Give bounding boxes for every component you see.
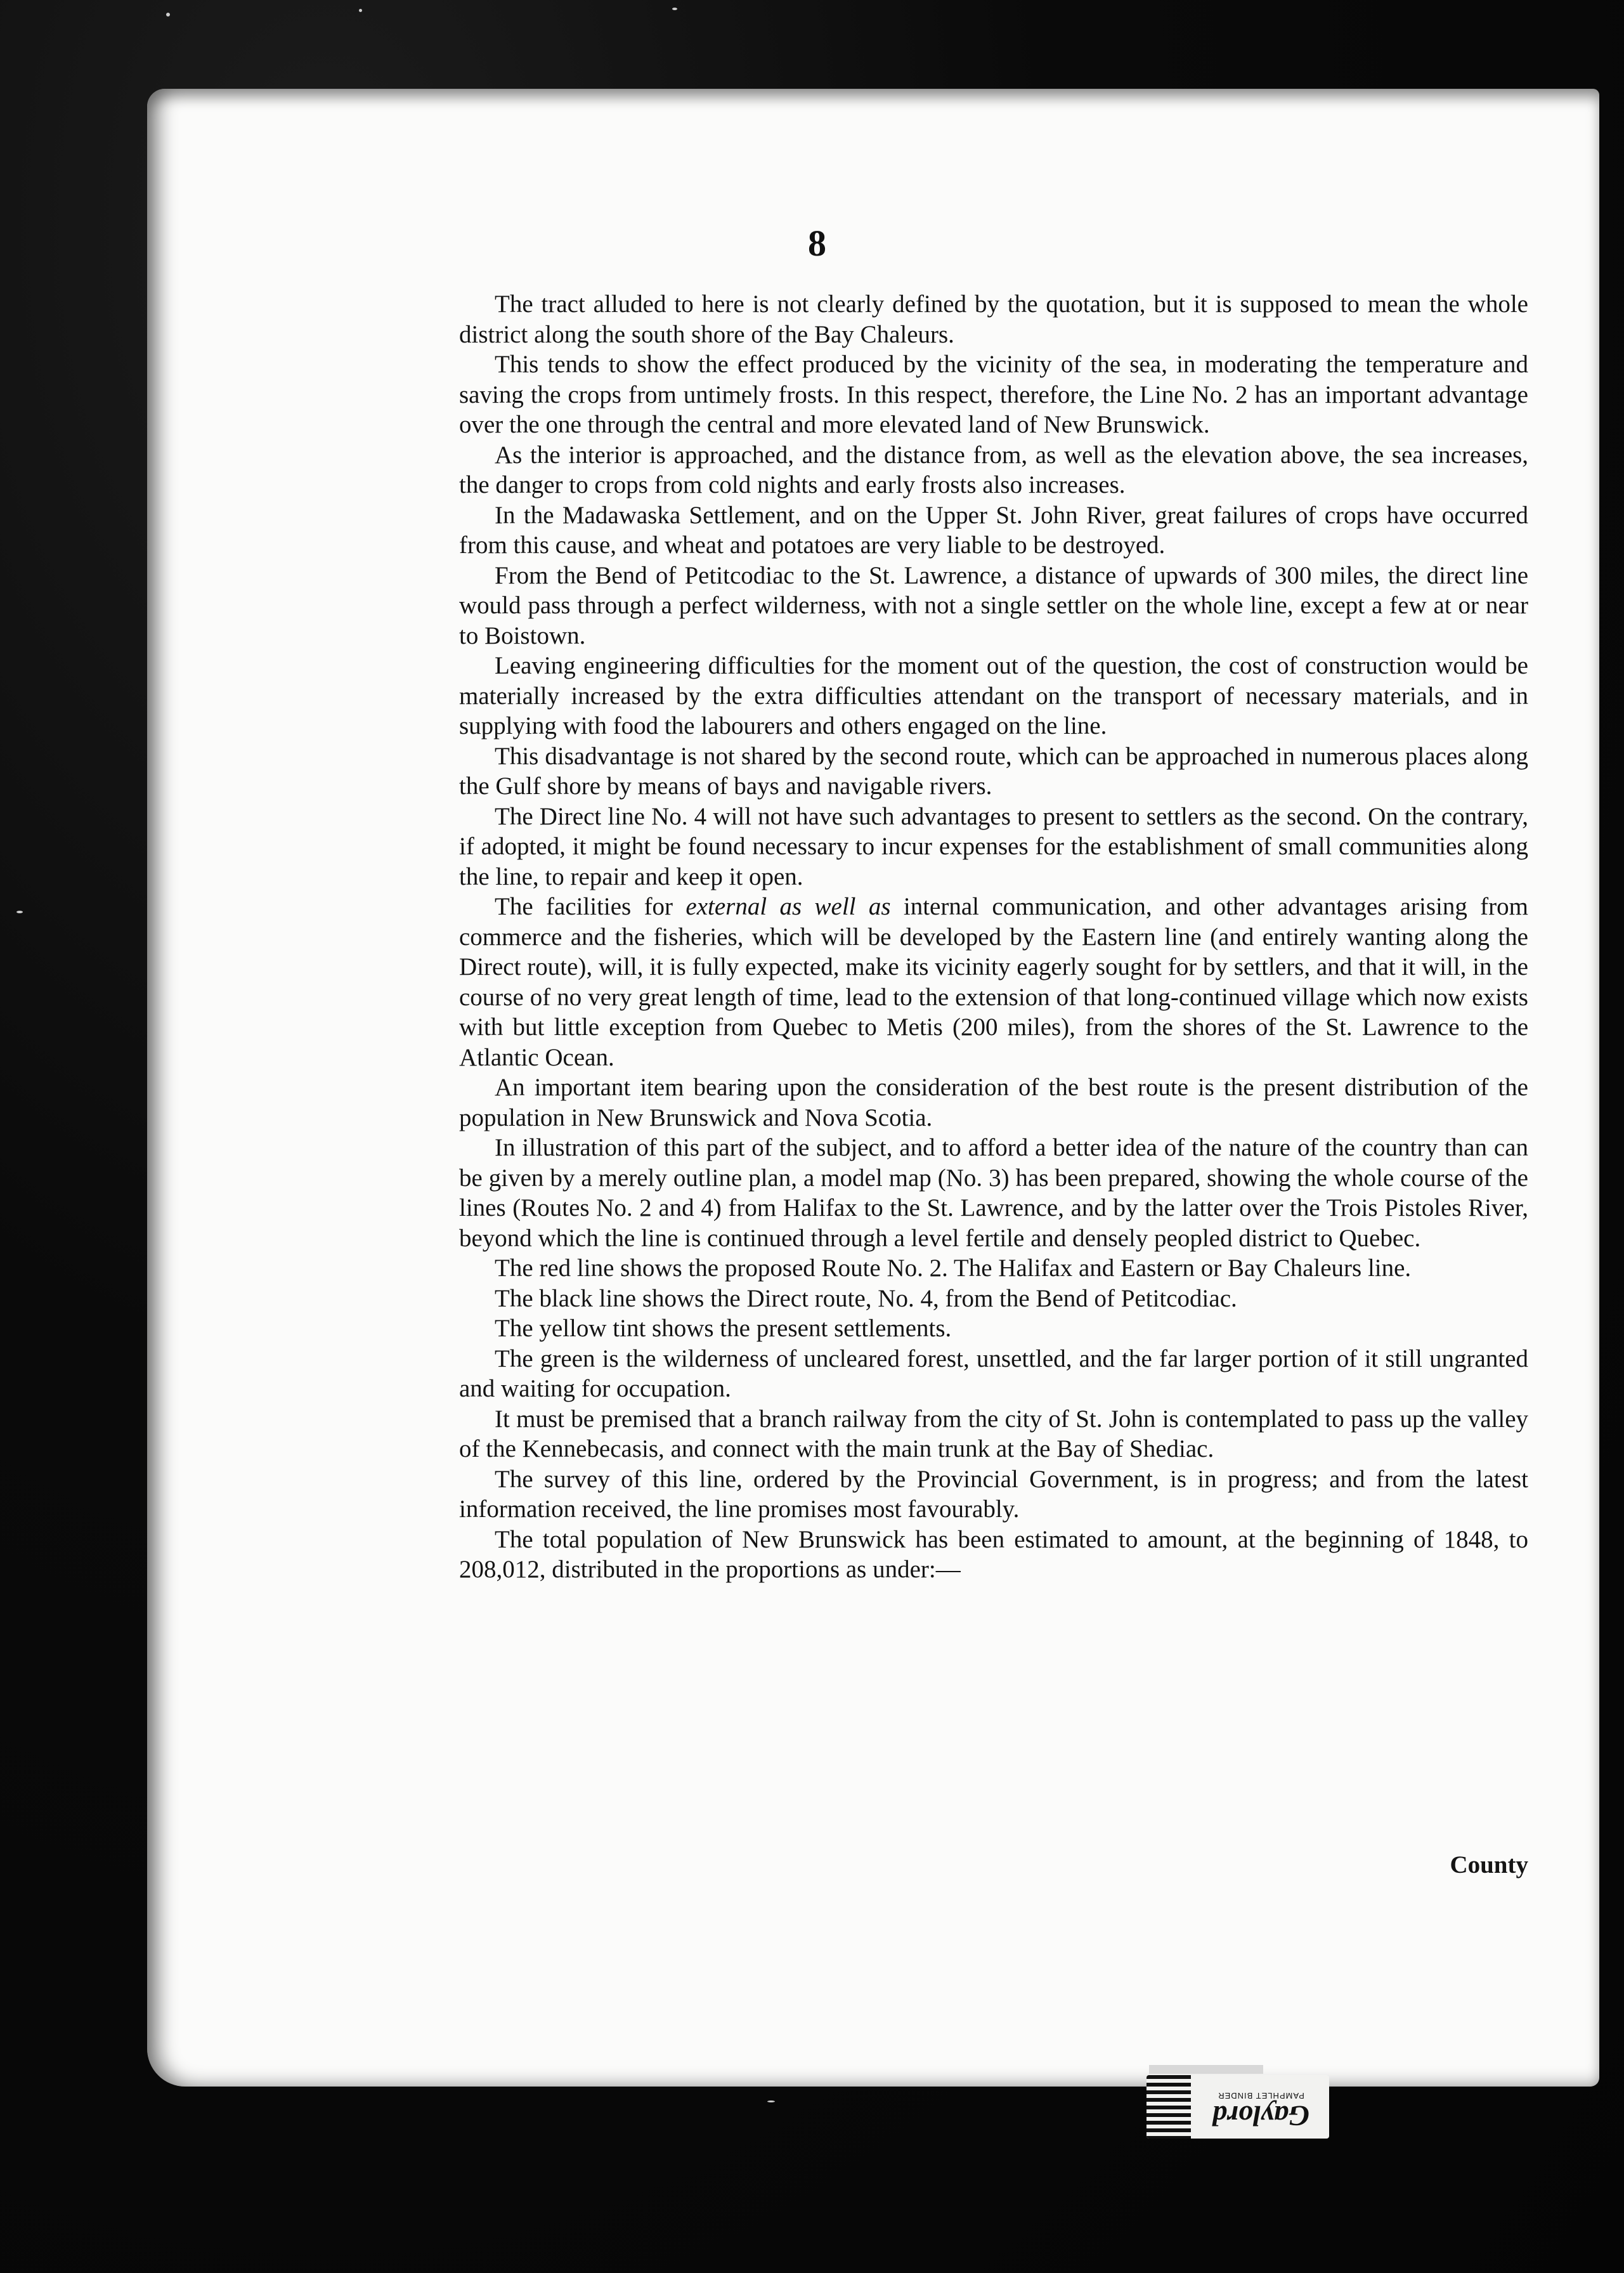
binder-brand: Gaylord bbox=[1212, 2100, 1310, 2132]
paragraph: The black line shows the Direct route, No. 4, from the Bend of Petitcodiac. bbox=[495, 1284, 1237, 1312]
paragraph: The tract alluded to here is not clearly defined by the quotation, but it is supposed to mean the whole district along the south shore of the Bay Chaleurs. bbox=[459, 290, 1528, 348]
paragraph: The green is the wilderness of uncleared forest, unsettled, and the far larger portion of it still ungranted and waiting for occupation. bbox=[459, 1345, 1528, 1402]
paragraph: The facilities for external as well as internal communication, and other advantages arising from commerce and the fisheries, which will be developed by the Eastern line (and entirely wanting along the Direct route), will, it is fully expected, make its vicinity eagerly sought for by settlers, and that it will, in the course of no very great length of time, lead to the extension of that long-continued village which now exists with but little exception from Quebec to Metis (200 miles), from the shores of the St. Lawrence to the Atlantic Ocean. bbox=[459, 893, 1528, 1071]
paragraph: In illustration of this part of the subject, and to afford a better idea of the nature of the country than can be given by a merely outline plan, a model map (No. 3) has been prepared, showing the whole course of the lines (Routes No. 2 and 4) from Halifax to the St. Lawrence, and by the latter over the Trois Pistoles River, beyond which the line is continued through a level fertile and densely peopled district to Quebec. bbox=[459, 1134, 1528, 1252]
paragraph: It must be premised that a branch railway from the city of St. John is contemplated to pass up the valley of the Kennebecasis, and connect with the main trunk at the Bay of Shediac. bbox=[459, 1405, 1528, 1462]
paragraph: The yellow tint shows the present settlements. bbox=[495, 1315, 952, 1342]
paragraph: The total population of New Brunswick has been estimated to amount, at the beginning of 1848, to 208,012, distributed in the proportions as under:— bbox=[459, 1525, 1528, 1583]
paragraph: This disadvantage is not shared by the second route, which can be approached in numerous places along the Gulf shore by means of bays and navigable rivers. bbox=[459, 742, 1528, 800]
paragraph: The survey of this line, ordered by the Provincial Government, is in progress; and from the latest information received, the line promises most favourably. bbox=[459, 1465, 1528, 1523]
paragraph: As the interior is approached, and the distance from, as well as the elevation above, the sea increases, the danger to crops from cold nights and early frosts also increases. bbox=[459, 441, 1528, 498]
paragraph: The red line shows the proposed Route No. 2. The Halifax and Eastern or Bay Chaleurs line. bbox=[495, 1254, 1412, 1282]
dust-speck bbox=[166, 13, 170, 16]
dust-speck bbox=[767, 2100, 775, 2102]
paragraph: An important item bearing upon the consideration of the best route is the present distribution of the population in New Brunswick and Nova Scotia. bbox=[459, 1074, 1528, 1131]
body-text bbox=[459, 289, 1528, 1585]
binder-text bbox=[1196, 2087, 1326, 2131]
dust-speck bbox=[672, 8, 677, 10]
binder-label bbox=[1147, 2075, 1329, 2139]
dust-speck bbox=[359, 9, 362, 12]
binder-stripes bbox=[1147, 2075, 1191, 2139]
paragraph: Leaving engineering difficulties for the moment out of the question, the cost of construction would be materially increased by the extra difficulties attendant on the transport of necessary materials, and in supplying with food the labourers and others engaged on the line. bbox=[459, 652, 1528, 739]
paragraph: The Direct line No. 4 will not have such advantages to present to settlers as the second. On the contrary, if adopted, it might be found necessary to incur expenses for the establishment of small communities along the line, to repair and keep it open. bbox=[459, 802, 1528, 890]
binder-subtitle: PAMPHLET BINDER bbox=[1218, 2091, 1304, 2100]
binder-tape bbox=[1149, 2065, 1263, 2074]
page-number: 8 bbox=[808, 223, 826, 264]
italic-phrase: external as well as bbox=[685, 893, 891, 920]
catchword: County bbox=[1450, 1851, 1528, 1879]
paragraph: From the Bend of Petitcodiac to the St. Lawrence, a distance of upwards of 300 miles, the direct line would pass through a perfect wilderness, with not a single settler on the whole line, except a few at or near to Boistown. bbox=[459, 561, 1528, 649]
dust-speck bbox=[16, 911, 23, 913]
paragraph: This tends to show the effect produced by the vicinity of the sea, in moderating the temperature and saving the crops from untimely frosts. In this respect, therefore, the Line No. 2 has an important advantage over the one through the central and more elevated land of New Brunswick. bbox=[459, 351, 1528, 438]
paragraph: In the Madawaska Settlement, and on the Upper St. John River, great failures of crops have occurred from this cause, and wheat and potatoes are very liable to be destroyed. bbox=[459, 501, 1528, 559]
